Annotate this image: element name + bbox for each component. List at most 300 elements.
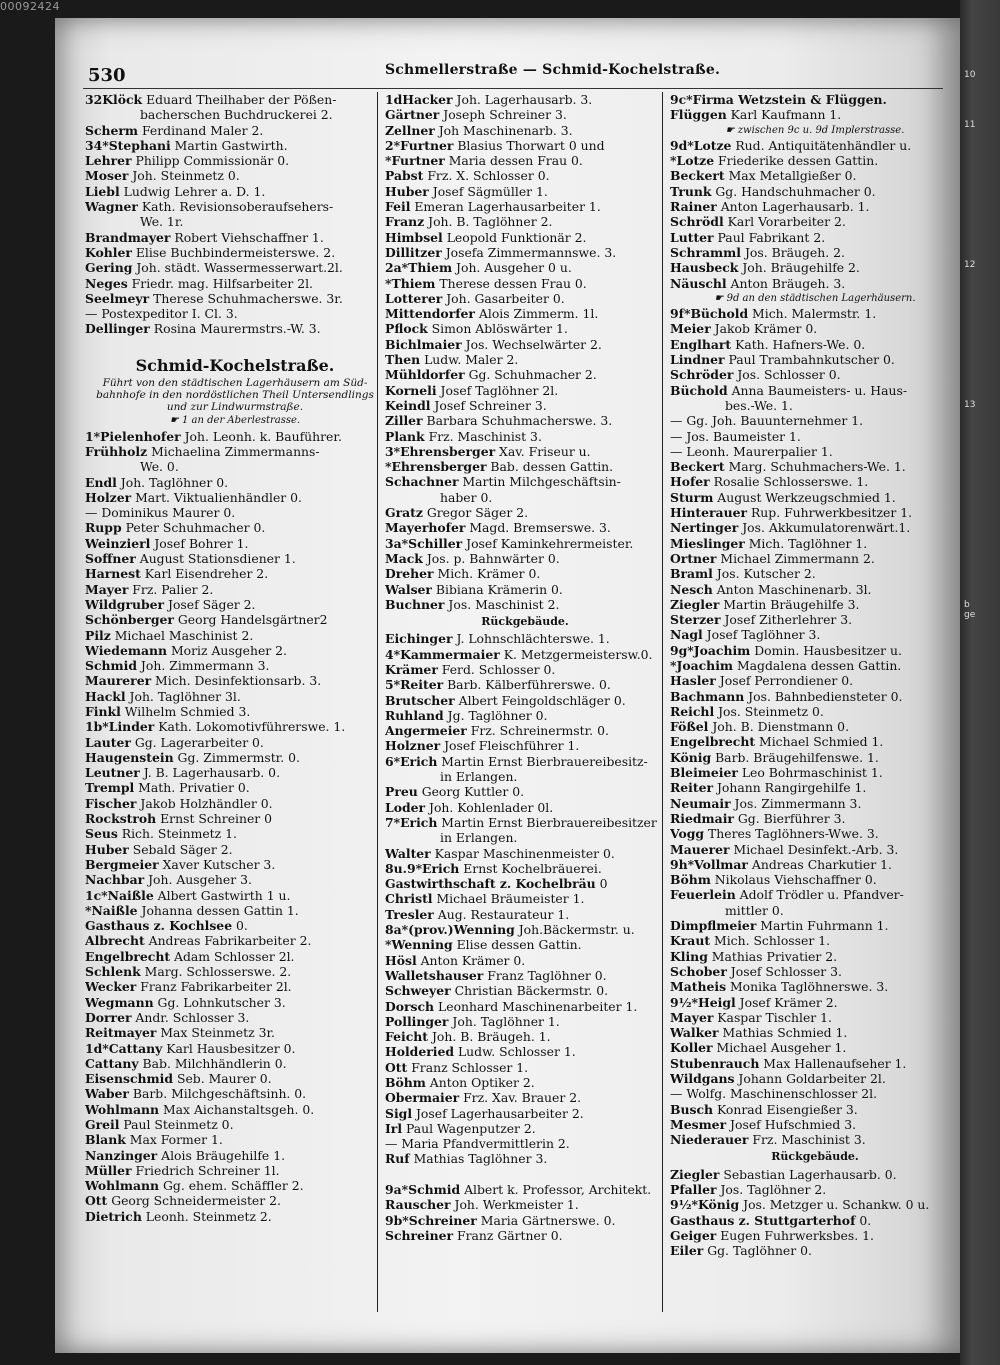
resident-name: Hasler bbox=[670, 673, 716, 689]
resident-name: Nagl bbox=[670, 627, 703, 643]
resident-details: Martin Ernst Bierbrauereibesitz- bbox=[437, 753, 648, 769]
directory-entry bbox=[85, 643, 385, 658]
resident-details: Friederike dessen Gattin. bbox=[714, 153, 879, 169]
directory-entry bbox=[85, 979, 385, 994]
resident-details: Ludw. Schlosser 1. bbox=[454, 1044, 576, 1060]
resident-details: Konrad Eisengießer 3. bbox=[713, 1101, 858, 1117]
resident-details: Rosalie Schlosserswe. 1. bbox=[709, 474, 869, 490]
directory-entry bbox=[385, 708, 665, 723]
resident-details: Barbara Schuhmacherswe. 3. bbox=[422, 413, 613, 429]
resident-details: Anton Bräugeh. 3. bbox=[726, 275, 846, 291]
directory-entry bbox=[385, 337, 665, 352]
resident-details: Gg. ehem. Schäffler 2. bbox=[159, 1178, 304, 1194]
resident-details: Anton Optiker 2. bbox=[425, 1075, 535, 1090]
resident-details: Joh. Zimmermann 3. bbox=[136, 658, 270, 674]
directory-entry bbox=[85, 168, 385, 183]
resident-name: *Joachim bbox=[670, 657, 734, 673]
resident-details: Jos. Akkumulatorenwärt.1. bbox=[738, 520, 911, 536]
adjacent-page-edge bbox=[960, 0, 1000, 1365]
directory-entry bbox=[385, 551, 665, 566]
directory-entry bbox=[385, 647, 665, 662]
directory-entry bbox=[85, 566, 385, 581]
resident-details: Rup. Fuhrwerkbesitzer 1. bbox=[747, 505, 913, 521]
directory-entry bbox=[85, 536, 385, 551]
directory-entry bbox=[85, 1102, 385, 1117]
resident-details: Joh.Bäckermstr. u. bbox=[514, 922, 635, 938]
resident-name: Schweyer bbox=[385, 983, 451, 999]
resident-details: Ernst Kochelbräuerei. bbox=[459, 860, 602, 876]
directory-entry bbox=[385, 123, 665, 138]
resident-name: Schramml bbox=[670, 244, 741, 260]
directory-page bbox=[55, 18, 960, 1353]
directory-entry bbox=[85, 735, 385, 750]
resident-details: Mich. Taglöhner 1. bbox=[744, 535, 868, 551]
resident-details: Bibiana Krämerin 0. bbox=[431, 581, 563, 597]
resident-details: Mich. Krämer 0. bbox=[433, 566, 541, 582]
resident-name: Ruf bbox=[385, 1151, 410, 1167]
resident-details: Mathias Schmied 1. bbox=[718, 1025, 848, 1041]
directory-entry bbox=[85, 276, 385, 291]
resident-details: Paul Fabrikant 2. bbox=[713, 229, 826, 245]
resident-details: Joh. Lagerhausarb. 3. bbox=[452, 92, 593, 107]
directory-entry bbox=[85, 796, 385, 811]
directory-entry bbox=[85, 597, 385, 612]
directory-entry bbox=[670, 168, 960, 183]
resident-name: Huber bbox=[85, 841, 129, 857]
resident-details: Alois Bräugehilfe 1. bbox=[157, 1147, 286, 1163]
resident-details: Josef Taglöhner 3. bbox=[702, 627, 821, 643]
resident-details: Alois Zimmerm. 1l. bbox=[474, 306, 599, 322]
directory-entry bbox=[385, 1182, 665, 1197]
house-number: 8u.9* bbox=[385, 860, 423, 876]
resident-name: *Thiem bbox=[385, 275, 436, 291]
resident-details: Max Hallenaufseher 1. bbox=[759, 1055, 907, 1071]
directory-entry bbox=[85, 780, 385, 795]
resident-details: Blasius Thorwart 0 und bbox=[453, 137, 605, 153]
house-number: 1d bbox=[385, 92, 403, 107]
resident-details: Andreas Fabrikarbeiter 2. bbox=[144, 933, 312, 949]
resident-details: Gg. Schuhmacher 2. bbox=[464, 367, 597, 383]
directory-entry bbox=[385, 1213, 665, 1228]
resident-name: Gratz bbox=[385, 505, 423, 521]
directory-entry bbox=[85, 658, 385, 673]
resident-details: Eugen Fuhrwerksbes. 1. bbox=[716, 1227, 874, 1243]
directory-entry bbox=[670, 673, 960, 688]
resident-details: Frz. Schreinermstr. 0. bbox=[466, 723, 609, 739]
resident-details: Gg. Lohnkutscher 3. bbox=[153, 994, 286, 1010]
house-number: 1d* bbox=[85, 1040, 109, 1056]
resident-name: Weinzierl bbox=[85, 535, 151, 551]
resident-details: Gg. Taglöhner 0. bbox=[703, 1243, 812, 1259]
resident-name: Böhm bbox=[670, 872, 711, 888]
directory-entry bbox=[670, 750, 960, 765]
resident-name: Endl bbox=[85, 474, 117, 490]
resident-name: Firma Wetzstein & Flüggen. bbox=[692, 92, 887, 107]
directory-entry bbox=[385, 459, 665, 474]
resident-name: Holzner bbox=[385, 738, 441, 754]
resident-details: Rud. Antiquitätenhändler u. bbox=[731, 137, 912, 153]
directory-entry bbox=[670, 1197, 960, 1212]
resident-name: Reiter bbox=[400, 677, 444, 693]
resident-details: Michael Maschinist 2. bbox=[110, 627, 254, 643]
resident-details: Moriz Ausgeher 2. bbox=[167, 642, 287, 658]
resident-name: Himbsel bbox=[385, 229, 443, 245]
house-number: 9½* bbox=[670, 994, 699, 1010]
resident-details: Nikolaus Viehschaffner 0. bbox=[710, 872, 877, 888]
resident-name: Nachbar bbox=[85, 872, 145, 888]
resident-name: Christl bbox=[385, 891, 433, 907]
directory-entry bbox=[85, 933, 385, 948]
resident-details: Michael Desinfekt.-Arb. 3. bbox=[729, 841, 899, 857]
directory-entry bbox=[385, 582, 665, 597]
house-number: 34* bbox=[85, 137, 109, 153]
house-number: 9b* bbox=[385, 1212, 409, 1228]
directory-entry bbox=[670, 933, 960, 948]
resident-details: Magd. Bremserswe. 3. bbox=[465, 520, 611, 536]
resident-name: Bichlmaier bbox=[385, 336, 462, 352]
directory-entry bbox=[670, 321, 960, 336]
resident-details: mittler 0. bbox=[725, 902, 784, 918]
resident-details: Martin Gastwirth. bbox=[170, 137, 288, 153]
directory-entry bbox=[385, 876, 665, 891]
resident-name: Dimpflmeier bbox=[670, 918, 757, 934]
resident-name: Vollmar bbox=[694, 856, 748, 872]
house-number: 6* bbox=[385, 753, 401, 769]
directory-entry bbox=[385, 1151, 665, 1166]
directory-entry bbox=[385, 983, 665, 998]
directory-entry bbox=[670, 1182, 960, 1197]
directory-entry bbox=[385, 230, 665, 245]
resident-details: Franz Taglöhner 0. bbox=[483, 967, 607, 983]
resident-name: Maurerer bbox=[85, 673, 152, 689]
resident-details: Andreas Charkutier 1. bbox=[747, 856, 892, 872]
resident-name: Rauscher bbox=[385, 1197, 451, 1213]
resident-details: Simon Ablöswärter 1. bbox=[427, 321, 568, 337]
directory-entry bbox=[85, 505, 385, 520]
resident-name: Engelbrecht bbox=[85, 948, 171, 964]
resident-details: Josef Hufschmied 3. bbox=[726, 1116, 857, 1132]
edge-mark: 10 bbox=[964, 70, 976, 80]
resident-name: *Ehrensberger bbox=[385, 459, 487, 475]
resident-details: Josef Zitherlehrer 3. bbox=[720, 612, 853, 628]
resident-details: Joh. Leonh. k. Bauführer. bbox=[180, 428, 342, 444]
resident-details: J. Lohnschlächterswe. 1. bbox=[452, 631, 610, 647]
resident-details: — Leonh. Maurerpalier 1. bbox=[670, 443, 833, 459]
resident-name: Lauter bbox=[85, 734, 131, 750]
resident-name: Gasthaus z. Kochlsee bbox=[85, 918, 233, 934]
directory-entry bbox=[670, 1243, 960, 1258]
resident-name: Mühldorfer bbox=[385, 367, 465, 383]
resident-details: — Dominikus Maurer 0. bbox=[85, 505, 236, 521]
resident-name: Gärtner bbox=[385, 107, 440, 123]
resident-details: Jos. Wechselwärter 2. bbox=[461, 336, 602, 352]
resident-name: Eiler bbox=[670, 1243, 704, 1259]
directory-entry bbox=[85, 199, 385, 214]
directory-entry bbox=[385, 153, 665, 168]
directory-entry bbox=[385, 291, 665, 306]
directory-entry bbox=[385, 566, 665, 581]
resident-details: Christian Bäckermstr. 0. bbox=[450, 983, 609, 999]
directory-entry bbox=[385, 444, 665, 459]
directory-entry bbox=[670, 1086, 960, 1101]
directory-entry bbox=[85, 903, 385, 918]
resident-details: bes.-We. 1. bbox=[725, 397, 793, 413]
resident-name: Walker bbox=[670, 1025, 719, 1041]
directory-entry bbox=[670, 964, 960, 979]
directory-entry bbox=[385, 352, 665, 367]
directory-entry bbox=[670, 276, 960, 291]
resident-details: Frz. X. Schlosser 0. bbox=[423, 168, 550, 184]
resident-details: Marg. Schuhmachers-We. 1. bbox=[724, 459, 906, 475]
edge-mark: b bbox=[964, 600, 970, 610]
resident-name: Böhm bbox=[385, 1075, 426, 1090]
resident-details: Theres Taglöhners-Wwe. 3. bbox=[704, 826, 879, 842]
resident-details: Sebastian Lagerhausarb. 0. bbox=[719, 1166, 897, 1182]
resident-details: Bab. Milchhändlerin 0. bbox=[138, 1055, 287, 1071]
resident-details: Therese Schuhmacherswe. 3r. bbox=[149, 290, 343, 306]
resident-details: Gg. Lagerarbeiter 0. bbox=[130, 734, 264, 750]
resident-details: Johann Rangirgehilfe 1. bbox=[713, 780, 867, 796]
resident-details: Michaelina Zimmermanns- bbox=[147, 443, 320, 459]
resident-details: Josef Taglöhner 2l. bbox=[436, 382, 559, 398]
resident-name: Beckert bbox=[670, 168, 725, 184]
resident-details: Eduard Theilhaber der Pößen- bbox=[142, 92, 337, 107]
directory-entry bbox=[385, 891, 665, 906]
resident-details: Jakob Krämer 0. bbox=[710, 321, 818, 337]
directory-entry bbox=[670, 107, 960, 122]
resident-details: Anton Krämer 0. bbox=[416, 952, 526, 968]
resident-details: Joh. Werkmeister 1. bbox=[450, 1197, 579, 1213]
resident-details: Max Steinmetz 3r. bbox=[156, 1025, 275, 1041]
resident-name: Pfaller bbox=[670, 1182, 717, 1198]
resident-details: Josef Fleischführer 1. bbox=[440, 738, 580, 754]
cross-street-note: ☛ 1 an der Aberlestrasse. bbox=[169, 415, 301, 427]
resident-details: Gg. Zimmermstr. 0. bbox=[173, 749, 300, 765]
resident-details: Karl Eisendreher 2. bbox=[140, 566, 269, 582]
directory-entry bbox=[85, 964, 385, 979]
resident-name: Mittendorfer bbox=[385, 306, 475, 322]
directory-entry bbox=[670, 949, 960, 964]
directory-entry bbox=[85, 214, 385, 229]
directory-entry bbox=[385, 429, 665, 444]
directory-entry bbox=[670, 1025, 960, 1040]
directory-entry bbox=[385, 1136, 665, 1151]
resident-details: Jos. Steinmetz 0. bbox=[714, 703, 824, 719]
column-3 bbox=[670, 92, 960, 1259]
resident-name: Näuschl bbox=[670, 275, 727, 291]
resident-name: Meier bbox=[670, 321, 711, 337]
directory-entry bbox=[85, 429, 385, 444]
resident-name: Trunk bbox=[670, 183, 712, 199]
resident-details: Joh. Ausgeher 0 u. bbox=[452, 260, 572, 276]
resident-name: Irl bbox=[385, 1120, 403, 1136]
resident-name: Wildgans bbox=[670, 1071, 735, 1086]
resident-name: Schrödl bbox=[670, 214, 724, 230]
resident-details: Domin. Hausbesitzer u. bbox=[750, 642, 902, 658]
resident-details: Joh. B. Dienstmann 0. bbox=[708, 719, 850, 735]
resident-name: Ruhland bbox=[385, 707, 444, 723]
resident-name: Mauerer bbox=[670, 841, 730, 857]
resident-details: Joh. Gasarbeiter 0. bbox=[442, 290, 565, 306]
resident-name: Cattany bbox=[85, 1055, 139, 1071]
resident-name: Koller bbox=[670, 1040, 713, 1056]
directory-entry bbox=[85, 123, 385, 138]
resident-name: Ziegler bbox=[670, 596, 720, 612]
resident-name: Leutner bbox=[85, 765, 140, 781]
directory-entry bbox=[85, 321, 385, 336]
directory-entry bbox=[670, 765, 960, 780]
resident-name: Lehrer bbox=[85, 153, 132, 169]
directory-entry bbox=[385, 1029, 665, 1044]
resident-details: We. 0. bbox=[140, 459, 179, 475]
resident-name: Büchold bbox=[670, 382, 728, 398]
resident-details: Mathias Privatier 2. bbox=[707, 948, 838, 964]
resident-details: — Jos. Baumeister 1. bbox=[670, 428, 801, 444]
directory-entry bbox=[385, 474, 665, 489]
resident-name: Dillitzer bbox=[385, 244, 442, 260]
resident-details: Paul Steinmetz 0. bbox=[119, 1117, 234, 1132]
directory-entry bbox=[85, 582, 385, 597]
resident-name: Hausbeck bbox=[670, 260, 739, 276]
resident-name: Brutscher bbox=[385, 692, 455, 708]
directory-entry bbox=[85, 459, 385, 474]
directory-entry bbox=[85, 995, 385, 1010]
directory-entry bbox=[670, 337, 960, 352]
resident-name: Naißle bbox=[107, 887, 154, 903]
resident-name: Flüggen bbox=[670, 107, 727, 123]
directory-entry bbox=[385, 505, 665, 520]
directory-entry bbox=[670, 444, 960, 459]
resident-details: Josef Bohrer 1. bbox=[150, 535, 249, 551]
resident-details: Joh. Bräugehilfe 2. bbox=[738, 260, 860, 276]
directory-entry bbox=[85, 842, 385, 857]
resident-name: Reitmayer bbox=[85, 1025, 157, 1041]
resident-details: Michael Ausgeher 1. bbox=[712, 1040, 847, 1056]
house-number: 3* bbox=[385, 443, 401, 459]
directory-entry bbox=[670, 474, 960, 489]
directory-entry bbox=[385, 800, 665, 815]
edge-mark: 13 bbox=[964, 400, 976, 410]
resident-details: Albert k. Professor, Architekt. bbox=[460, 1182, 652, 1198]
directory-entry bbox=[385, 1228, 665, 1243]
directory-entry bbox=[85, 138, 385, 153]
directory-entry bbox=[85, 444, 385, 459]
resident-details: Peter Schuhmacher 0. bbox=[121, 520, 266, 536]
resident-name: Greil bbox=[85, 1117, 120, 1132]
directory-entry bbox=[670, 658, 960, 673]
resident-name: Hinterauer bbox=[670, 505, 748, 521]
resident-details: Joh. B. Taglöhner 2. bbox=[424, 214, 553, 230]
directory-entry bbox=[385, 199, 665, 214]
resident-name: Kling bbox=[670, 948, 708, 964]
directory-entry bbox=[670, 1132, 960, 1147]
directory-entry bbox=[670, 627, 960, 642]
resident-name: Lotterer bbox=[385, 290, 443, 306]
resident-name: Pilz bbox=[85, 627, 111, 643]
resident-details: Karl Kaufmann 1. bbox=[726, 107, 842, 123]
house-number: 4* bbox=[385, 646, 401, 662]
directory-entry bbox=[385, 597, 665, 612]
resident-details: Rich. Steinmetz 1. bbox=[117, 826, 237, 842]
resident-name: Klöck bbox=[102, 92, 143, 107]
resident-name: Walser bbox=[385, 581, 432, 597]
resident-name: Büchold bbox=[690, 306, 749, 322]
directory-entry bbox=[85, 826, 385, 841]
directory-entry bbox=[385, 520, 665, 535]
resident-name: Brandmayer bbox=[85, 229, 171, 245]
resident-details: Marg. Schlosserswe. 2. bbox=[140, 964, 292, 980]
directory-entry bbox=[85, 1148, 385, 1163]
directory-entry bbox=[670, 245, 960, 260]
resident-details: Michael Bräumeister 1. bbox=[432, 891, 585, 907]
resident-name: Mayer bbox=[85, 581, 129, 597]
resident-details: Joh. Steinmetz 0. bbox=[128, 168, 240, 184]
edge-mark: ge bbox=[964, 610, 976, 620]
resident-details: Paul Trambahnkutscher 0. bbox=[724, 352, 895, 368]
directory-entry bbox=[670, 811, 960, 826]
directory-entry bbox=[385, 662, 665, 677]
resident-name: Feuerlein bbox=[670, 887, 736, 903]
resident-name: Wohlmann bbox=[85, 1101, 160, 1117]
resident-name: Mayerhofer bbox=[385, 520, 466, 536]
resident-name: König bbox=[698, 1197, 740, 1213]
directory-entry bbox=[85, 107, 385, 122]
resident-details: Josef Säger 2. bbox=[164, 596, 256, 612]
directory-entry bbox=[385, 1014, 665, 1029]
resident-name: Tresler bbox=[385, 906, 434, 922]
resident-details: Joh. Taglöhner 3l. bbox=[125, 688, 241, 704]
resident-details: Michael Schmied 1. bbox=[755, 734, 884, 750]
resident-name: Haugenstein bbox=[85, 749, 174, 765]
directory-entry bbox=[85, 230, 385, 245]
resident-details: Ludw. Maler 2. bbox=[420, 352, 519, 368]
resident-name: Hackl bbox=[85, 688, 126, 704]
directory-entry bbox=[385, 631, 665, 646]
resident-name: König bbox=[670, 749, 712, 765]
resident-name: Harnest bbox=[85, 566, 141, 582]
resident-details: Wilhelm Schmied 3. bbox=[120, 703, 251, 719]
directory-entry bbox=[385, 107, 665, 122]
resident-details: Maria dessen Frau 0. bbox=[444, 153, 583, 169]
directory-entry bbox=[385, 245, 665, 260]
resident-name: Englhart bbox=[670, 336, 732, 352]
resident-details: Seb. Maurer 0. bbox=[173, 1071, 272, 1087]
directory-entry bbox=[85, 1209, 385, 1224]
directory-entry bbox=[670, 536, 960, 551]
resident-name: Dellinger bbox=[85, 321, 150, 337]
resident-details: Franz Fabrikarbeiter 2l. bbox=[136, 979, 292, 995]
column-1 bbox=[85, 92, 385, 1224]
resident-details: Anna Baumeisters- u. Haus- bbox=[727, 382, 908, 398]
resident-name: Bleimeier bbox=[670, 765, 738, 781]
resident-name: Neumair bbox=[670, 795, 731, 811]
resident-details: Joh. Taglöhner 0. bbox=[116, 474, 229, 490]
resident-details: Jos. Maschinist 2. bbox=[444, 596, 560, 612]
resident-name: Soffner bbox=[85, 551, 136, 567]
directory-entry bbox=[385, 214, 665, 229]
directory-entry bbox=[85, 765, 385, 780]
resident-details: Gg. Bierführer 3. bbox=[733, 810, 846, 826]
street-note: Führt von den städtischen Lagerhäusern am Süd-bahnhofe in den nordöstlichen Theil Untersendlings und zur Lindwurmstraße. bbox=[96, 377, 374, 414]
resident-name: Erich bbox=[422, 860, 460, 876]
resident-details: Albert Gastwirth 1 u. bbox=[153, 887, 291, 903]
resident-details: 0 bbox=[595, 876, 608, 892]
directory-entry bbox=[85, 949, 385, 964]
resident-name: Busch bbox=[670, 1101, 714, 1117]
resident-details: Max Aichanstaltsgeh. 0. bbox=[159, 1101, 315, 1117]
resident-name: Waber bbox=[85, 1086, 129, 1102]
resident-name: Mesmer bbox=[670, 1116, 727, 1132]
